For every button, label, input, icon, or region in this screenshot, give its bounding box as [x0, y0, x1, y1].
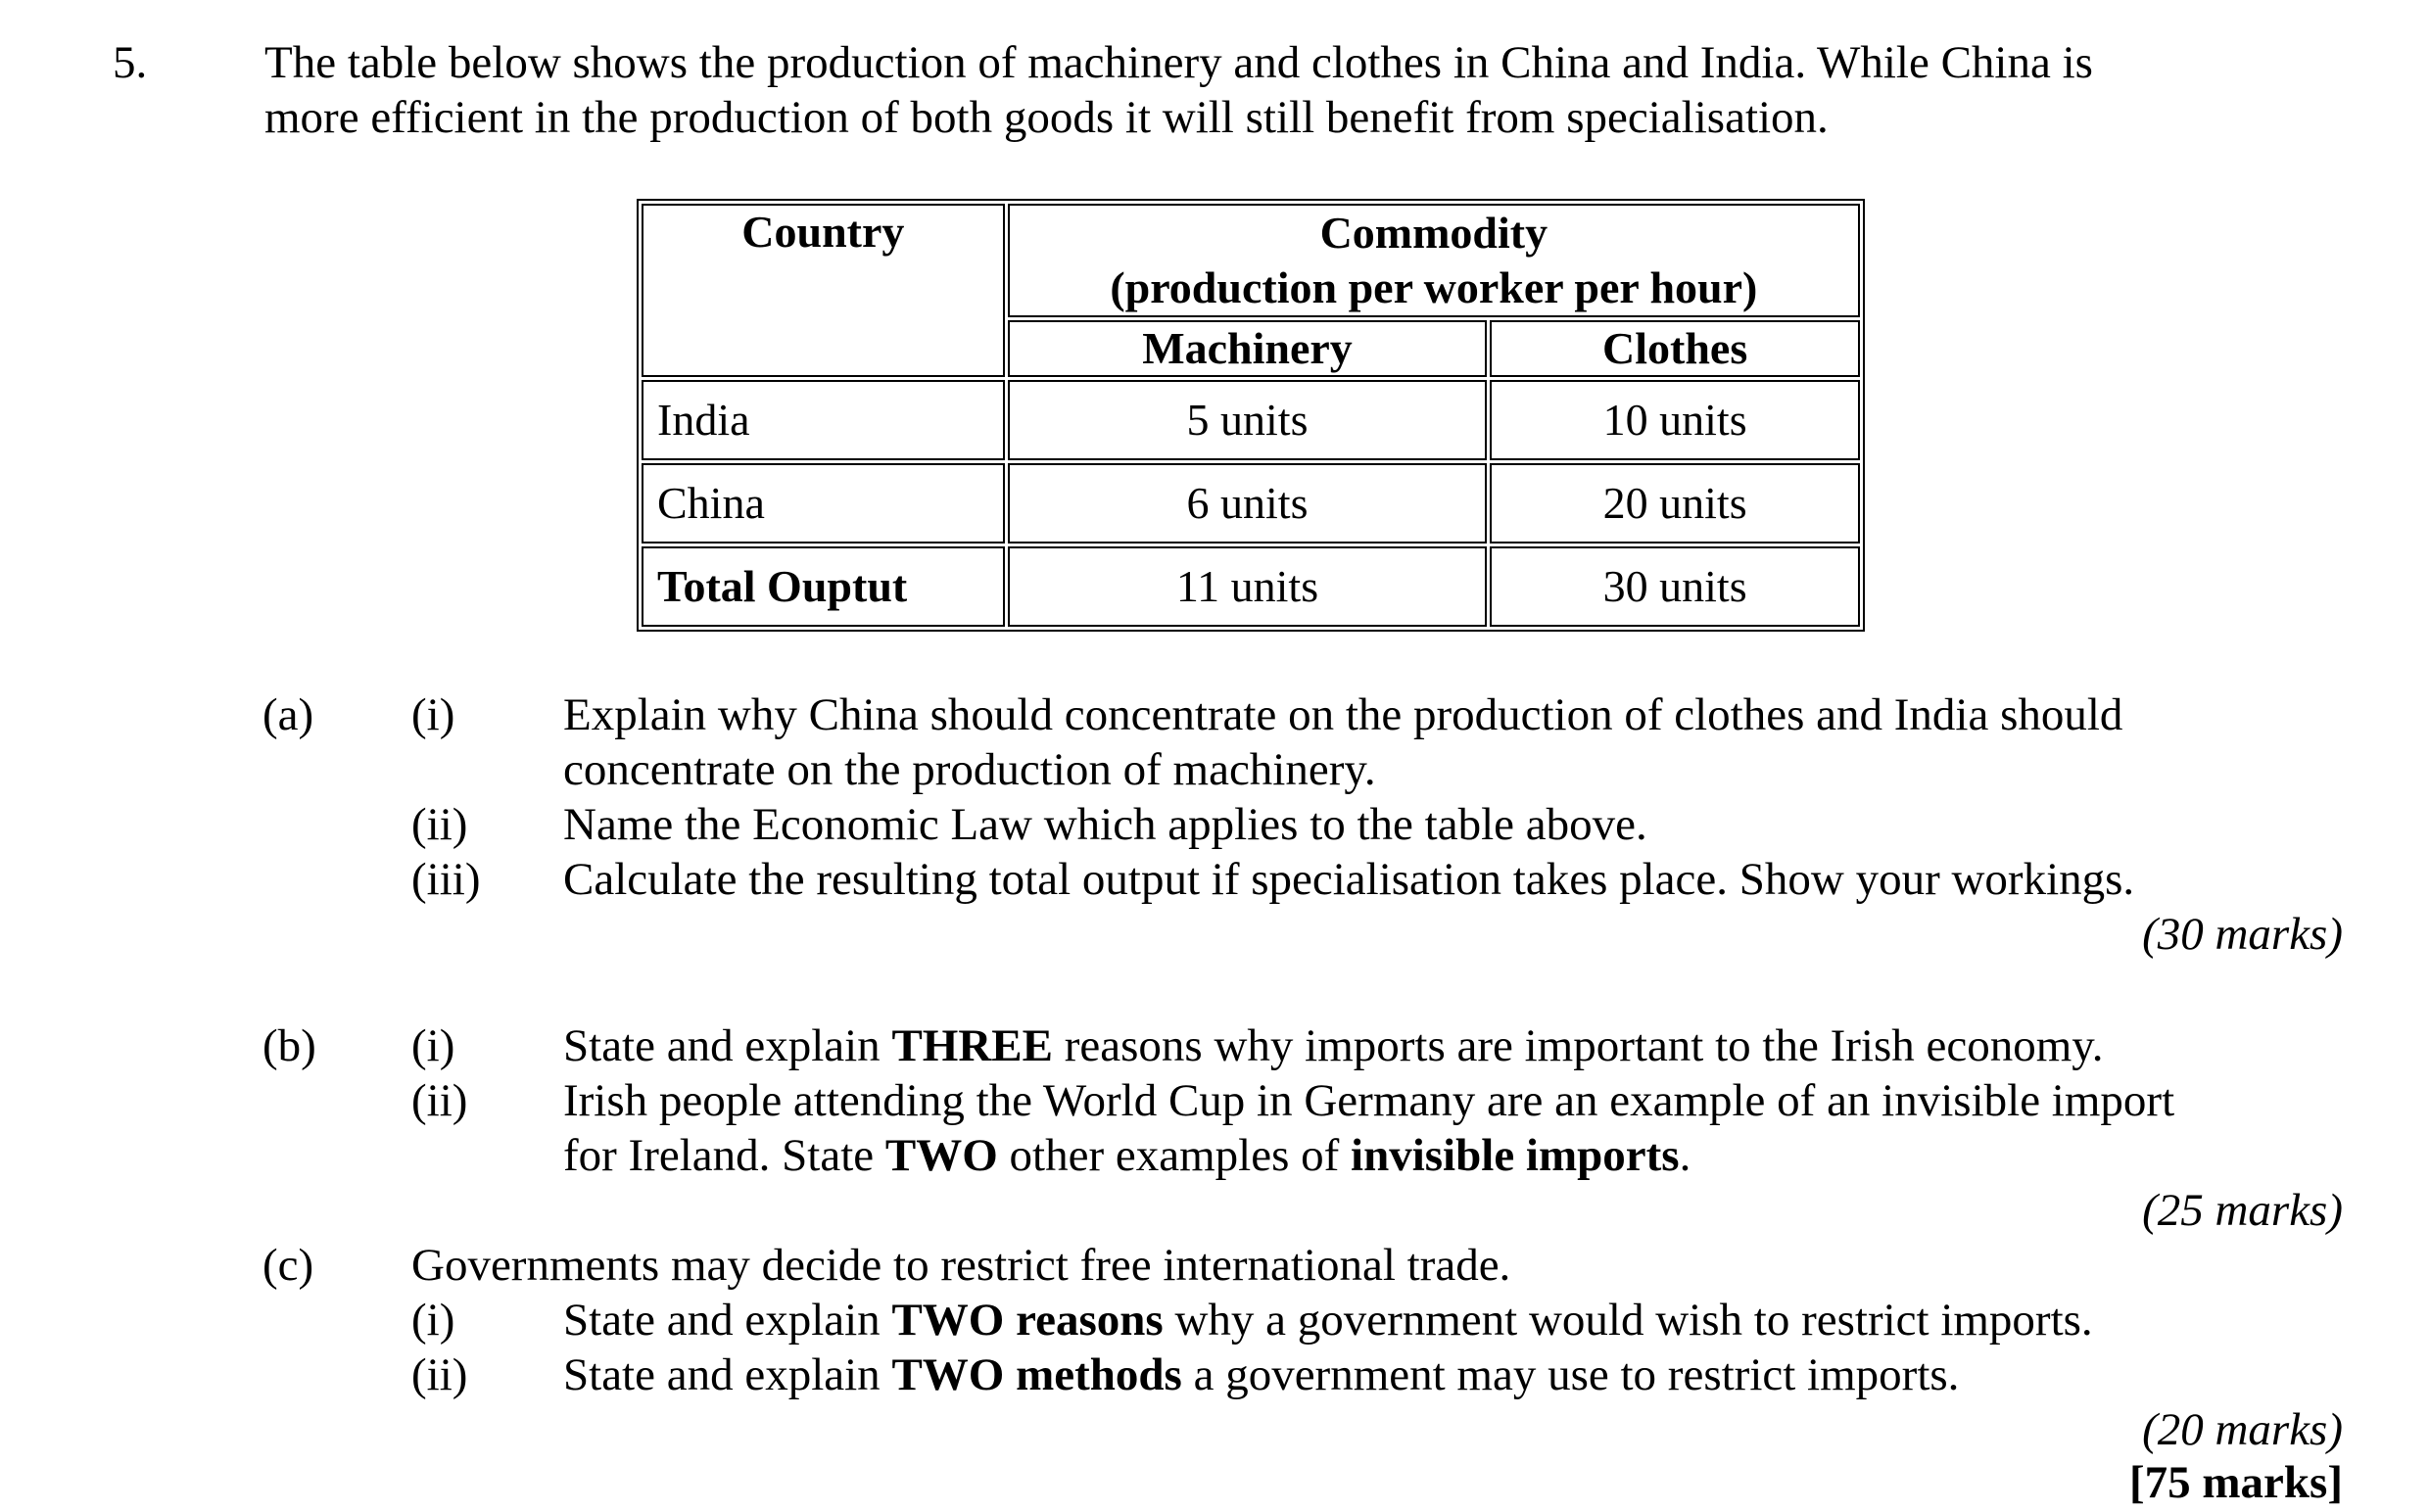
- header-clothes: Clothes: [1490, 320, 1860, 377]
- part-a-i-line1: Explain why China should concentrate on the production of clothes and India should: [563, 689, 2123, 740]
- cell-machinery: 6 units: [1008, 463, 1488, 543]
- part-c-ii-text: State and explain TWO methods a government may use to restrict imports.: [563, 1349, 1960, 1400]
- part-a-iii-text: Calculate the resulting total output if specialisation takes place. Show your workings.: [563, 854, 2135, 905]
- cell-clothes: 10 units: [1490, 380, 1860, 460]
- part-b-i-label: (i): [411, 1020, 455, 1071]
- question-number: 5.: [113, 37, 148, 88]
- total-marks: [75 marks]: [2129, 1457, 2343, 1508]
- part-a-label: (a): [262, 689, 314, 740]
- cell-machinery: 5 units: [1008, 380, 1488, 460]
- intro-line-1: The table below shows the production of machinery and clothes in China and India. While China is: [264, 37, 2093, 88]
- part-a-ii-text: Name the Economic Law which applies to the table above.: [563, 799, 1647, 850]
- intro-line-2: more efficient in the production of both goods it will still benefit from specialisation.: [264, 92, 1829, 143]
- part-a-iii-label: (iii): [411, 854, 481, 905]
- part-a-ii-label: (ii): [411, 799, 468, 850]
- header-machinery: Machinery: [1008, 320, 1488, 377]
- header-commodity-label: Commodity: [1319, 208, 1548, 258]
- part-a-i-line2: concentrate on the production of machinery.: [563, 744, 1376, 795]
- production-table: [637, 199, 1865, 632]
- cell-machinery: 11 units: [1008, 546, 1488, 627]
- part-a-i-label: (i): [411, 689, 455, 740]
- part-b-label: (b): [262, 1020, 316, 1071]
- header-commodity: [1008, 204, 1860, 317]
- part-b-ii-line2: for Ireland. State TWO other examples of invisible imports.: [563, 1130, 1691, 1181]
- part-c-label: (c): [262, 1240, 314, 1291]
- cell-country: Total Ouptut: [642, 546, 1005, 627]
- part-c-i-text: State and explain TWO reasons why a government would wish to restrict imports.: [563, 1295, 2093, 1346]
- table-row-india: [642, 380, 1860, 460]
- table-row-china: [642, 463, 1860, 543]
- cell-country: China: [642, 463, 1005, 543]
- part-b-i-text: State and explain THREE reasons why imports are important to the Irish economy.: [563, 1020, 2104, 1071]
- part-a-marks: (30 marks): [2142, 909, 2343, 960]
- part-c-ii-label: (ii): [411, 1349, 468, 1400]
- cell-country: India: [642, 380, 1005, 460]
- part-c-marks: (20 marks): [2142, 1404, 2343, 1455]
- part-b-ii-label: (ii): [411, 1075, 468, 1126]
- cell-clothes: 30 units: [1490, 546, 1860, 627]
- part-c-i-label: (i): [411, 1295, 455, 1346]
- cell-clothes: 20 units: [1490, 463, 1860, 543]
- part-c-intro: Governments may decide to restrict free international trade.: [411, 1240, 1511, 1291]
- table-row-total: [642, 546, 1860, 627]
- header-commodity-sub: (production per worker per hour): [1110, 262, 1758, 312]
- part-b-ii-line1: Irish people attending the World Cup in Germany are an example of an invisible import: [563, 1075, 2175, 1126]
- header-country: Country: [642, 204, 1005, 377]
- part-b-marks: (25 marks): [2142, 1185, 2343, 1236]
